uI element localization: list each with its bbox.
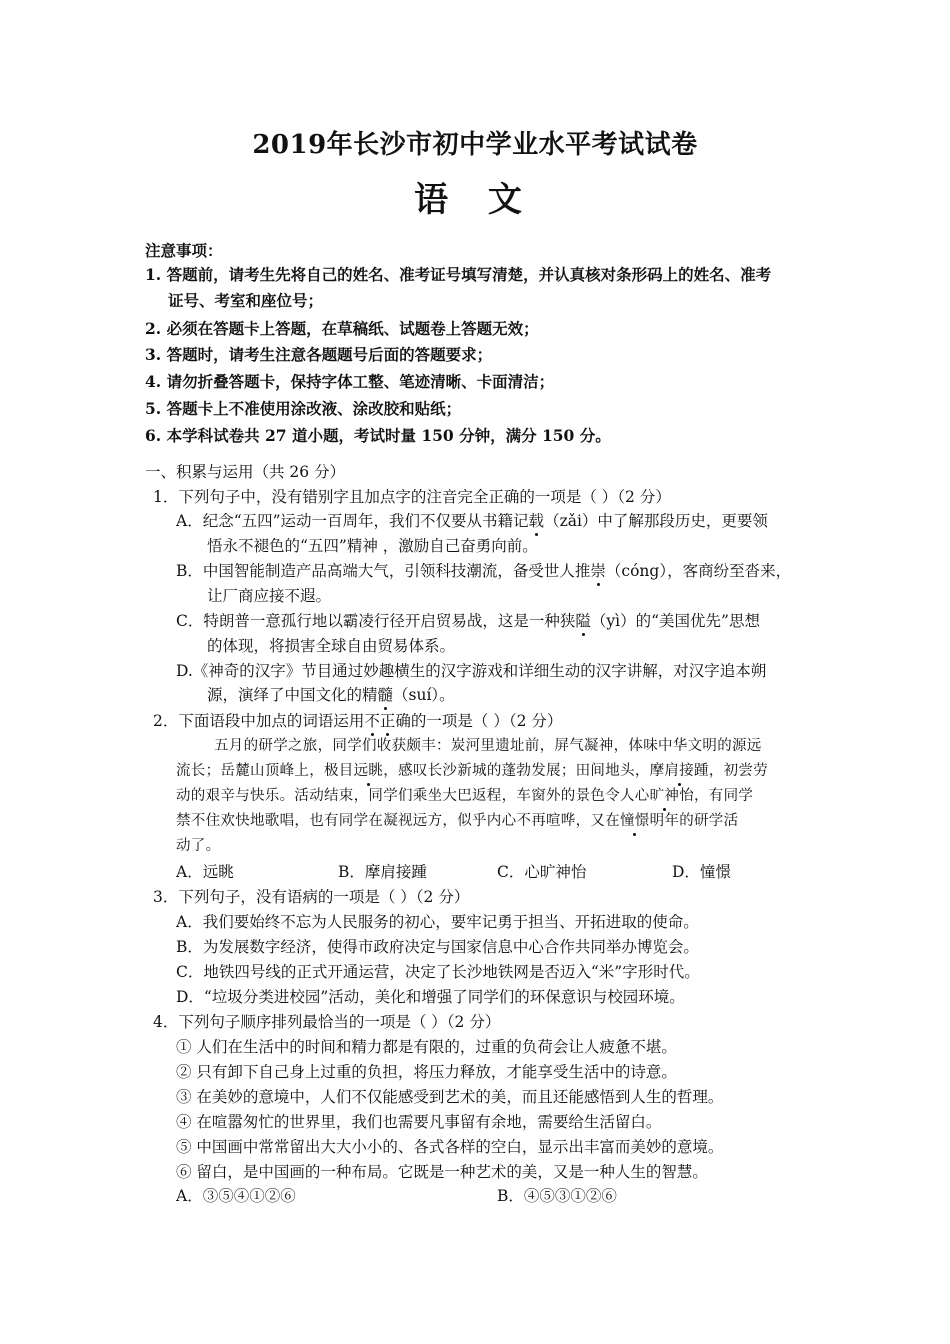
q4-sentence-1: ① 人们在生活中的时间和精力都是有限的，过重的负荷会让人疲惫不堪。	[176, 1038, 677, 1056]
q1-option-b-cont: 让厂商应接不遐。	[207, 587, 332, 605]
q4-sentence-4: ④ 在喧嚣匆忙的世界里，我们也需要凡事留有余地，需要给生活留白。	[176, 1113, 662, 1131]
q3-option-c: C．地铁四号线的正式开通运营，决定了长沙地铁网是否迈入“米”字形时代。	[176, 963, 700, 981]
q1-option-c-cont: 的体现，将损害全球自由贸易体系。	[207, 637, 456, 655]
q2-option-d: D．憧憬	[672, 863, 731, 881]
q2-option-b: B．摩肩接踵	[338, 863, 427, 881]
q2-passage-line-4: 禁不住欢快地歌唱，也有同学在凝视远方，似乎内心不再喧哗，又在憧憬明年的研学活	[176, 810, 738, 832]
q1-option-d: D.《神奇的汉字》节目通过妙趣横生的汉字游戏和详细生动的汉字讲解，对汉字追本朔	[176, 662, 767, 680]
notice-item-3: 3. 答题时，请考生注意各题题号后面的答题要求；	[145, 345, 493, 364]
q4-option-b: B．④⑤③①②⑥	[497, 1187, 617, 1205]
q3-stem: 3．下列句子，没有语病的一项是（ ）（2 分）	[153, 888, 470, 906]
q2-stem: 2．下面语段中加点的词语运用不正确的一项是（ ）（2 分）	[153, 712, 563, 730]
q4-sentence-2: ② 只有卸下自己身上过重的负担，将压力释放，才能享受生活中的诗意。	[176, 1063, 677, 1081]
exam-subject: 语 文	[414, 180, 536, 220]
q1-option-c: C．特朗普一意孤行地以霸凌行径开启贸易战，这是一种狭隘（yì）的“美国优先”思想	[176, 612, 760, 630]
q4-stem: 4．下列句子顺序排列最恰当的一项是（ ）（2 分）	[153, 1013, 501, 1031]
notice-heading: 注意事项：	[145, 241, 223, 260]
notice-item-6: 6. 本学科试卷共 27 道小题，考试时量 150 分钟，满分 150 分。	[145, 426, 611, 445]
q4-option-a: A．③⑤④①②⑥	[176, 1187, 296, 1205]
q2-passage-line-1: 五月的研学之旅，同学们收获颇丰：炭河里遗址前，屏气凝神，体味中华文明的源远	[214, 738, 762, 754]
q2-passage-line-5: 动了。	[176, 838, 221, 854]
q2-passage-line-3: 动的艰辛与快乐。活动结束，同学们乘坐大巴返程，车窗外的景色令人心旷神怡，有同学	[176, 785, 753, 807]
q3-option-a: A．我们要始终不忘为人民服务的初心，要牢记勇于担当、开拓进取的使命。	[176, 913, 699, 931]
q3-option-d: D．“垃圾分类进校园”活动，美化和增强了同学们的环保意识与校园环境。	[176, 988, 685, 1006]
q2-passage-line-2: 流长；岳麓山顶峰上，极目远眺，感叹长沙新城的蓬勃发展；田间地头，摩肩接踵，初尝劳	[176, 760, 768, 782]
q1-option-a-cont: 悟永不褪色的“五四”精神 ，激励自己奋勇向前。	[207, 537, 538, 555]
notice-item-4: 4. 请勿折叠答题卡，保持字体工整、笔迹清晰、卡面清洁；	[145, 372, 555, 391]
section-heading: 一、积累与运用（共 26 分）	[145, 463, 346, 481]
exam-title: 2019年长沙市初中学业水平考试试卷	[252, 130, 698, 160]
notice-item-2: 2. 必须在答题卡上答题，在草稿纸、试题卷上答题无效；	[145, 319, 539, 338]
q4-sentence-6: ⑥ 留白，是中国画的一种布局。它既是一种艺术的美，又是一种人生的智慧。	[176, 1163, 708, 1181]
notice-item-1: 1. 答题前，请考生先将自己的姓名、准考证号填写清楚，并认真核对条形码上的姓名、准考	[145, 265, 772, 284]
q1-stem: 1．下列句子中，没有错别字且加点字的注音完全正确的一项是（ ）（2 分）	[153, 488, 671, 506]
q1-option-a: A．纪念“五四”运动一百周年，我们不仅要从书籍记载（zǎi）中了解那段历史，更要领	[176, 512, 768, 530]
notice-item-5: 5. 答题卡上不准使用涂改液、涂改胶和贴纸；	[145, 399, 462, 418]
q4-sentence-5: ⑤ 中国画中常常留出大大小小的、各式各样的空白，显示出丰富而美妙的意境。	[176, 1138, 724, 1156]
q3-option-b: B．为发展数字经济，使得市政府决定与国家信息中心合作共同举办博览会。	[176, 938, 699, 956]
q4-sentence-3: ③ 在美妙的意境中，人们不仅能感受到艺术的美，而且还能感悟到人生的哲理。	[176, 1088, 724, 1106]
q1-option-d-cont: 源，演绎了中国文化的精髓（suí）。	[207, 686, 455, 704]
q2-option-a: A．远眺	[176, 863, 234, 881]
q2-option-c: C．心旷神怡	[497, 863, 587, 881]
notice-item-1-cont: 证号、考室和座位号；	[168, 291, 324, 310]
q1-option-b: B．中国智能制造产品高端大气，引领科技潮流，备受世人推崇（cóng），客商纷至沓来，	[176, 562, 792, 580]
